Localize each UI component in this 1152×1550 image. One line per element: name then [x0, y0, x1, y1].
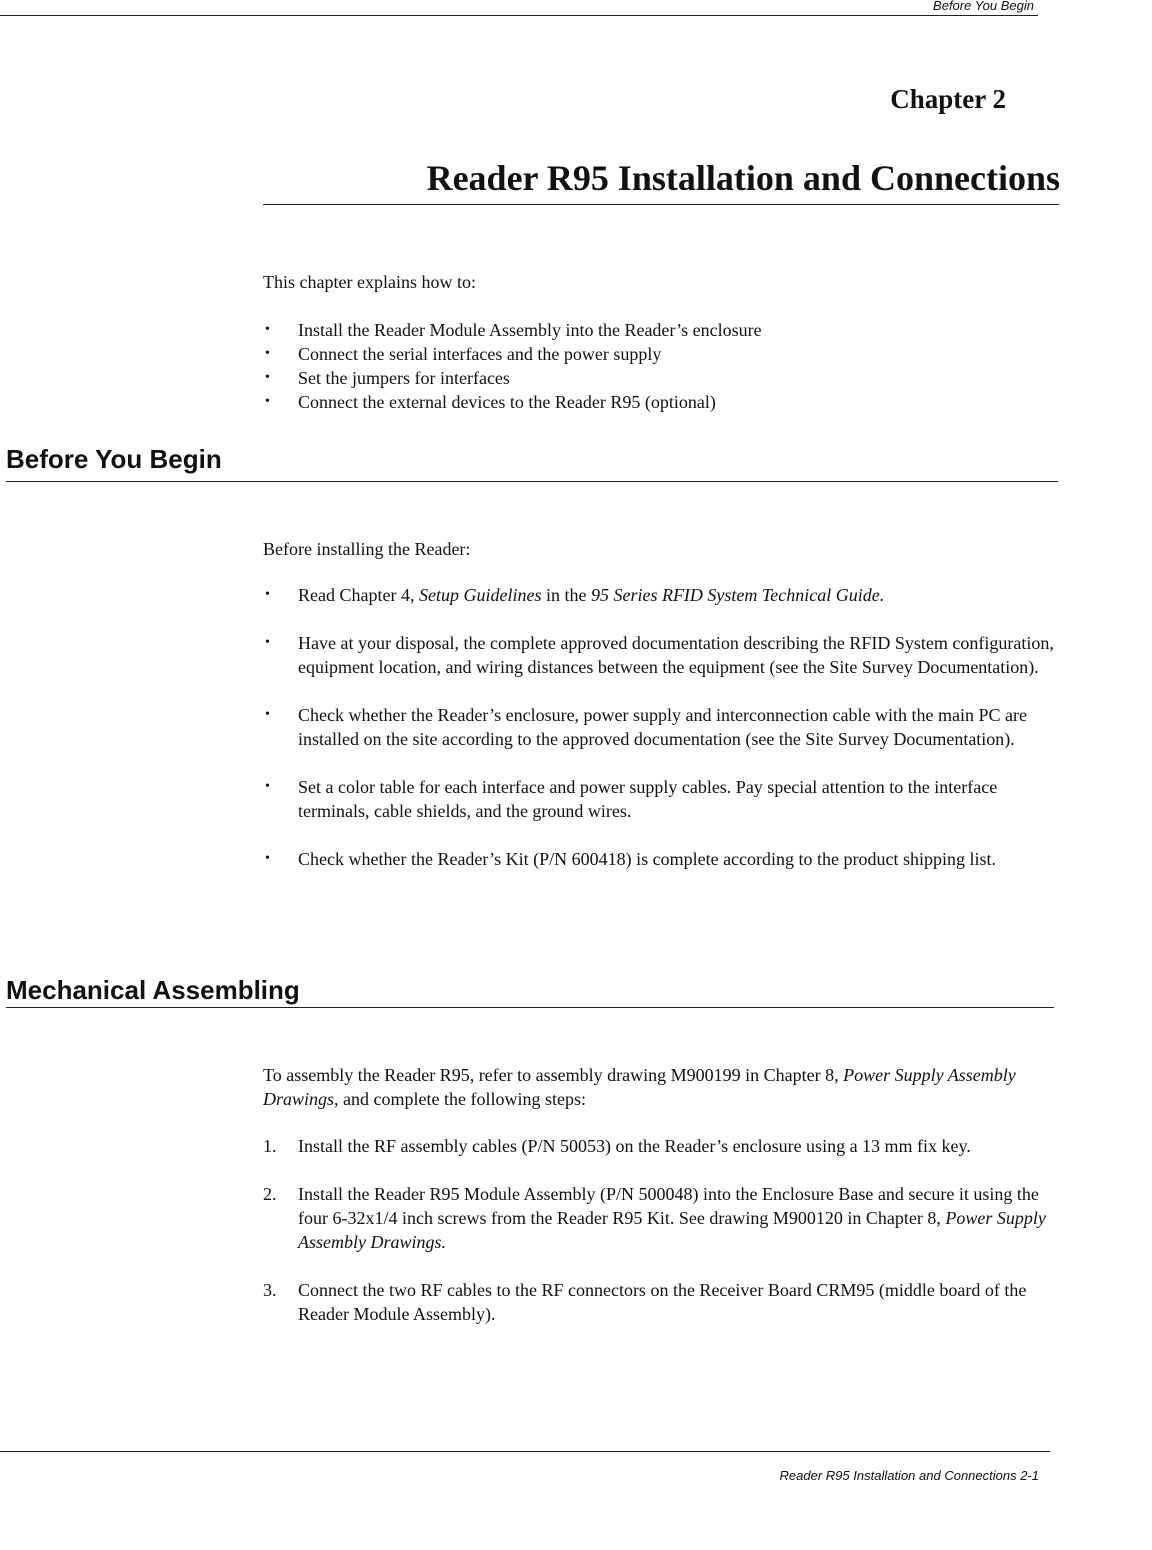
- running-header: Before You Begin: [933, 0, 1034, 13]
- list-item: • Set the jumpers for interfaces: [263, 366, 1063, 390]
- step-text: Install the RF assembly cables (P/N 50053) on the Reader’s enclosure using a 13 mm fix key.: [298, 1136, 971, 1156]
- section-heading-mechanical-assembling: Mechanical Assembling: [6, 975, 300, 1005]
- footer-text: Reader R95 Installation and Connections 2-1: [779, 1468, 1039, 1483]
- item-text: in the: [541, 585, 591, 605]
- step-item: [263, 1278, 1063, 1326]
- list-item: • Check whether the Reader’s Kit (P/N 600418) is complete according to the product shipping list.: [263, 847, 1063, 871]
- item-emphasis: Setup Guidelines: [418, 585, 542, 605]
- chapter-title: Reader R95 Installation and Connections: [426, 158, 1060, 198]
- step-number: 1.: [263, 1136, 277, 1156]
- chapter-title-rule: [263, 204, 1059, 205]
- footer-rule: [0, 1451, 1050, 1452]
- list-item: • Check whether the Reader’s enclosure, power supply and interconnection cable with the main PC are installed on the site according to the approved documentation (see the Site Survey Documentation).: [263, 703, 1063, 751]
- list-item: • Install the Reader Module Assembly into the Reader’s enclosure: [263, 318, 1063, 342]
- lead-text: To assembly the Reader R95, refer to assembly drawing M900199 in Chapter 8,: [263, 1065, 844, 1085]
- lead-text: and complete the following steps:: [338, 1089, 586, 1109]
- section-rule: [6, 1007, 1054, 1008]
- item-emphasis: 95 Series RFID System Technical Guide.: [590, 585, 885, 605]
- list-item: • Connect the serial interfaces and the power supply: [263, 342, 1063, 366]
- assembly-steps: [263, 1134, 1063, 1350]
- intro-lead: This chapter explains how to:: [263, 272, 476, 292]
- step-number: 3.: [263, 1280, 277, 1300]
- step-text: Connect the two RF cables to the RF connectors on the Receiver Board CRM95 (middle board of the Reader Module Assembly).: [298, 1280, 1027, 1324]
- list-item: [263, 583, 1063, 607]
- step-number: 2.: [263, 1184, 277, 1204]
- before-list: [263, 583, 1063, 895]
- section-rule: [6, 481, 1058, 482]
- step-text: Install the Reader R95 Module Assembly (P/N 500048) into the Enclosure Base and secure it using the four 6-32x1/4 inch screws from the Reader R95 Kit. See drawing M900120 in Chapter 8,: [298, 1184, 1039, 1228]
- section-heading-before-you-begin: Before You Begin: [6, 444, 222, 474]
- mechanical-lead: [263, 1063, 1063, 1111]
- list-item: • Have at your disposal, the complete approved documentation describing the RFID System configuration, equipment location, and wiring distances between the equipment (see the Site Survey Documentation).: [263, 631, 1063, 679]
- item-text: Read Chapter 4,: [298, 585, 419, 605]
- header-rule: [0, 15, 1038, 16]
- intro-list: [263, 318, 1063, 414]
- list-item: • Connect the external devices to the Reader R95 (optional): [263, 390, 1063, 414]
- lead-emphasis: Power Supply Assembly Drawings,: [263, 1065, 1016, 1109]
- before-lead: Before installing the Reader:: [263, 539, 471, 559]
- step-emphasis: Power Supply Assembly Drawings.: [298, 1208, 1046, 1252]
- step-item: [263, 1134, 1063, 1158]
- list-item: • Set a color table for each interface and power supply cables. Pay special attention to the interface terminals, cable shields, and the ground wires.: [263, 775, 1063, 823]
- step-item: [263, 1182, 1063, 1254]
- chapter-label: Chapter 2: [890, 84, 1006, 114]
